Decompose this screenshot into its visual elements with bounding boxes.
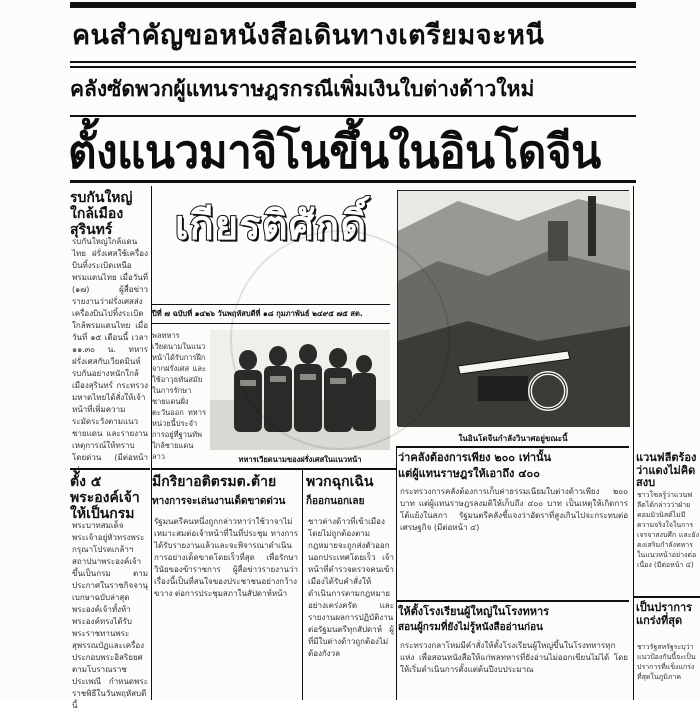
right-mid-rule [397, 600, 629, 602]
masthead-rule [152, 304, 390, 305]
top-rule [70, 2, 636, 8]
story-left-top-body: รบกันใหญ่ใกล้แดนไทย ฝรั่งเศสใช้เครื่องบินทิ้งระเบิดเหนือพรมแดนไทย เมื่อวันที่ (๑๗) ผู้สื่อข่าวรายงานว่าฝรั่งเศสส่งเครื่องบินไปทิ้งระเบิดใกล้พรมแดนไทย เมื่อวันที่ ๑๕ เดือนนี้ เวลา ๑๑.๓๐ น. ทหารฝรั่งเศสกับเวียดมินห์รบกันอย่างหนักใกล้เมืองสุรินทร์ กระทรวงมหาดไทยได้สั่งให้เจ้าหน้าที่เพิ่มความระมัดระวังตามแนวชายแดน และรายงานเหตุการณ์ให้ทราบโดยด่วน (มีต่อหน้า [72, 237, 148, 462]
story-center-mid-subhead: ก็ออกนอกเลย [306, 496, 365, 507]
left-column-divider [70, 468, 150, 470]
story-center-mid-body: ชาวต่างด้าวที่เข้าเมืองโดยไม่ถูกต้องตามกฎหมายจะถูกส่งตัวออกนอกประเทศโดยเร็ว เจ้าหน้าที่ตำรวจตรวจคนเข้าเมืองได้รับคำสั่งให้ดำเนินการตามกฎหมายอย่างเคร่งครัด และรายงานผลการปฏิบัติงานต่อรัฐมนตรีทุกสัปดาห์ ผู้ที่มีใบต่างด้าวถูกต้องไม่ต้องกังวล [308, 517, 394, 658]
headline-2: คลังซัดพวกผู้แทนราษฎรกรณีเพิ่มเงินใบต่างด้าวใหม่ [70, 77, 535, 101]
story-far-right-bottom-body: ชาวรัฐสหรัฐระบุว่าแนวป้องกันนี้จะเป็นปราการที่แข็งแกร่งที่สุดในภูมิภาค [637, 643, 696, 681]
vertical-rule-right [633, 186, 634, 700]
masthead-rule-bottom [152, 323, 390, 324]
soldiers-photo [210, 330, 390, 450]
far-right-rule [634, 596, 700, 598]
story-right-bottom-body: กระทรวงกลาโหมมีคำสั่งให้ตั้งโรงเรียนผู้ใหญ่ขึ้นในโรงทหารทุกแห่ง เพื่อสอนหนังสือให้แก่พลทหารที่ยังอ่านไม่ออกเขียนไม่ได้ โดยให้เริ่มดำเนินการตั้งแต่ต้นปีงบประมาณ [400, 641, 628, 674]
story-right-mid-body: กระทรวงการคลังต้องการเก็บค่าธรรมเนียมใบต่างด้าวเพียง ๒๐๐ บาท แต่ผู้แทนราษฎรลงมติให้เก็บถึง ๔๐๐ บาท เป็นเหตุให้เกิดการโต้แย้งในสภา รัฐมนตรีคลังชี้แจงว่าอัตราที่สูงเกินไปจะกระทบต่อเศรษฐกิจ (มีต่อหน้า ๔) [400, 487, 628, 532]
soldiers-photo-caption: ทหารเวียดนามของฝรั่งเศสในแนวหน้า [238, 455, 362, 464]
story-right-bottom-subhead: สอนผู้กรมที่ยังไม่รู้หนังสืออ่านก่อน [398, 622, 543, 633]
middle-rule [152, 468, 396, 470]
story-left-mid-headline: ตั้ง ๕ พระองค์เจ้าให้เป็นกรม [70, 474, 140, 523]
story-left-top-headline: รบกันใหญ่ใกล้เมืองสุรินทร์ [70, 190, 133, 239]
battle-photo-caption: ในอินโดจีนกำลังวินาศอยู่ขณะนี้ [458, 434, 568, 443]
story-right-mid-headline: ว่าคลังต้องการเพียง ๒๐๐ เท่านั้น [398, 451, 552, 464]
story-center-mid-headline: พวกฉุกเฉิน [306, 474, 374, 490]
story-center-left-subhead: ทางการจะเล่นงานเด็ดขาดด่วน [152, 496, 286, 507]
masthead [152, 193, 390, 293]
story-far-right-top-body: ชาวโซลรู้ว่าแวนฟลีตได้กล่าวว่าฝ่ายคอมมิวนิสต์ไม่มีความจริงใจในการเจรจาสงบศึก และยังคงเสริมกำลังทหารในแนวหน้าอย่างต่อเนื่อง (มีต่อหน้า ๔) [637, 491, 699, 569]
photo-left-side-text: พลทหารเวียดนามในแนวหน้าได้รับการฝึกจากฝรั่งเศส และใช้อาวุธทันสมัยในการรักษาชายแดนฝั่งตะวันออก ทหารหน่วยนี้ประจำการอยู่ที่ฐานทัพใกล้ชายแดนลาว [152, 331, 206, 461]
vertical-rule-mid-right [396, 446, 397, 700]
story-far-right-bottom-headline: เป็นปราการแกร่งที่สุด [636, 601, 693, 627]
story-right-bottom-headline: ให้ตั้งโรงเรียนผู้ใหญ่ในโรงทหาร [398, 605, 550, 618]
rule-under-headline-2 [70, 115, 636, 117]
middle-rule-right [397, 446, 629, 448]
story-left-mid-body: พระบาทสมเด็จพระเจ้าอยู่หัวทรงพระกรุณาโปรดเกล้าฯ สถาปนาพระองค์เจ้าขึ้นเป็นกรม ตามประกาศในราชกิจจานุเบกษาฉบับล่าสุด พระองค์เจ้าทั้งห้าพระองค์ทรงได้รับพระราชทานพระสุพรรณบัฏและเครื่องประกอบพระอิสริยยศตามโบราณราชประเพณี กำหนดพระราชพิธีในวันพฤหัสบดีนี้ [72, 521, 148, 710]
soldiers-photo-image [210, 330, 390, 450]
masthead-issue-line: ปีที่ ๗ ฉบับที่ ๑๔๒๖ วันพฤหัสบดีที่ ๑๘ กุมภาพันธ์ ๒๔๙๕ ๗๕ สต. [152, 309, 363, 318]
story-far-right-top-headline: แวนฟลีตร้องว่าแดงไม่คิดสงบ [636, 451, 697, 490]
headline-3: ตั้งแนวมาจิโนขึ้นในอินโดจีน [68, 125, 601, 180]
rule-under-headline-1 [70, 61, 636, 63]
story-right-mid-subhead: แต่ผู้แทนราษฎรให้เอาถึง ๔๐๐ [398, 467, 540, 480]
battle-photo [397, 190, 629, 426]
battle-photo-image [398, 191, 630, 427]
masthead-title: เกียรติศักดิ์ [174, 202, 368, 249]
story-center-left-headline: มีกริยาอติตรมต.ต้าย [152, 474, 277, 490]
vertical-rule-center [302, 470, 303, 700]
rule-under-headline-3 [70, 180, 636, 183]
rule-under-headline-1b [70, 66, 636, 68]
headline-1: คนสำคัญขอหนังสือเดินทางเตรียมจะหนี [72, 20, 545, 51]
story-center-left-body: รัฐมนตรีคนหนึ่งถูกกล่าวหาว่าใช้วาจาไม่เหมาะสมต่อเจ้าหน้าที่ในที่ประชุม ทางการได้รับรายงานแล้วและจะพิจารณาดำเนินการอย่างเด็ดขาดโดยเร็วที่สุด เพื่อรักษาวินัยของข้าราชการ ผู้สื่อข่าวรายงานว่าเรื่องนี้เป็นที่สนใจของประชาชนอย่างกว้างขวาง ต่อการประชุมสภาในสัปดาห์หน้า [154, 517, 298, 598]
